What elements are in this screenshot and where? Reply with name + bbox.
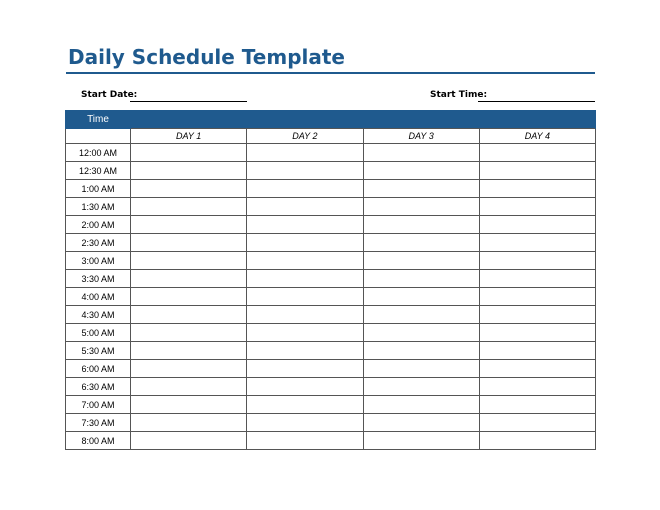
schedule-cell[interactable] [131,342,247,360]
day-header: DAY 2 [247,129,363,144]
schedule-cell[interactable] [247,144,363,162]
time-slot-label: 6:30 AM [66,378,131,396]
schedule-cell[interactable] [247,378,363,396]
table-row [66,198,596,216]
schedule-cell[interactable] [363,306,479,324]
time-slot-label: 8:00 AM [66,432,131,450]
schedule-cell[interactable] [363,270,479,288]
table-row [66,306,596,324]
schedule-cell[interactable] [247,180,363,198]
schedule-cell[interactable] [363,180,479,198]
day-header-row [66,129,596,144]
time-slot-label: 2:00 AM [66,216,131,234]
schedule-cell[interactable] [479,324,595,342]
schedule-body [66,144,596,450]
day-header: DAY 3 [363,129,479,144]
schedule-cell[interactable] [131,144,247,162]
time-slot-label: 12:00 AM [66,144,131,162]
time-slot-label: 5:00 AM [66,324,131,342]
start-time-field[interactable] [478,101,595,102]
table-row [66,234,596,252]
schedule-cell[interactable] [363,252,479,270]
start-date-label: Start Date: [81,90,138,100]
schedule-cell[interactable] [363,162,479,180]
time-slot-label: 3:00 AM [66,252,131,270]
day-header: DAY 1 [131,129,247,144]
schedule-cell[interactable] [479,288,595,306]
start-date-field[interactable] [130,101,247,102]
day-header: DAY 4 [479,129,595,144]
schedule-cell[interactable] [131,252,247,270]
time-slot-label: 4:30 AM [66,306,131,324]
schedule-cell[interactable] [479,144,595,162]
schedule-cell[interactable] [131,414,247,432]
schedule-cell[interactable] [131,432,247,450]
schedule-cell[interactable] [247,216,363,234]
schedule-cell[interactable] [131,306,247,324]
schedule-cell[interactable] [479,306,595,324]
schedule-cell[interactable] [247,252,363,270]
schedule-cell[interactable] [247,306,363,324]
schedule-cell[interactable] [479,270,595,288]
time-slot-label: 12:30 AM [66,162,131,180]
schedule-cell[interactable] [363,396,479,414]
table-row [66,270,596,288]
schedule-cell[interactable] [363,234,479,252]
schedule-cell[interactable] [131,162,247,180]
time-slot-label: 5:30 AM [66,342,131,360]
schedule-cell[interactable] [131,378,247,396]
schedule-cell[interactable] [247,198,363,216]
schedule-cell[interactable] [479,252,595,270]
schedule-cell[interactable] [247,270,363,288]
table-row [66,216,596,234]
page-title: Daily Schedule Template [68,45,345,69]
schedule-cell[interactable] [363,414,479,432]
schedule-cell[interactable] [247,396,363,414]
schedule-cell[interactable] [363,432,479,450]
time-slot-label: 6:00 AM [66,360,131,378]
schedule-cell[interactable] [247,324,363,342]
schedule-cell[interactable] [363,324,479,342]
schedule-cell[interactable] [479,414,595,432]
time-slot-label: 7:00 AM [66,396,131,414]
schedule-cell[interactable] [247,432,363,450]
schedule-cell[interactable] [247,414,363,432]
schedule-cell[interactable] [131,234,247,252]
schedule-cell[interactable] [479,180,595,198]
header-band [131,111,596,129]
table-row [66,288,596,306]
schedule-cell[interactable] [131,360,247,378]
table-row [66,180,596,198]
schedule-cell[interactable] [131,324,247,342]
schedule-cell[interactable] [131,180,247,198]
schedule-cell[interactable] [479,342,595,360]
time-slot-label: 7:30 AM [66,414,131,432]
time-slot-label: 3:30 AM [66,270,131,288]
schedule-cell[interactable] [479,216,595,234]
schedule-cell[interactable] [363,342,479,360]
table-row [66,144,596,162]
schedule-cell[interactable] [131,198,247,216]
schedule-cell[interactable] [247,162,363,180]
schedule-cell[interactable] [131,396,247,414]
table-row [66,324,596,342]
schedule-cell[interactable] [363,360,479,378]
time-slot-label: 1:00 AM [66,180,131,198]
schedule-cell[interactable] [131,216,247,234]
schedule-cell[interactable] [479,378,595,396]
schedule-table [65,110,596,450]
header-row [66,111,596,129]
time-slot-label: 4:00 AM [66,288,131,306]
schedule-cell[interactable] [363,288,479,306]
schedule-cell[interactable] [363,216,479,234]
time-header: Time [66,111,131,129]
schedule-cell[interactable] [479,360,595,378]
schedule-cell[interactable] [131,288,247,306]
table-row [66,414,596,432]
schedule-cell[interactable] [247,288,363,306]
schedule-cell[interactable] [479,198,595,216]
table-row [66,396,596,414]
time-slot-label: 1:30 AM [66,198,131,216]
table-row [66,162,596,180]
schedule-cell[interactable] [247,360,363,378]
table-row [66,432,596,450]
table-row [66,342,596,360]
day-header-spacer [66,129,131,144]
schedule-cell[interactable] [363,144,479,162]
table-row [66,252,596,270]
title-underline [66,72,595,74]
schedule-cell[interactable] [479,162,595,180]
schedule-cell[interactable] [131,270,247,288]
table-row [66,378,596,396]
time-slot-label: 2:30 AM [66,234,131,252]
schedule-cell[interactable] [479,432,595,450]
start-time-label: Start Time: [430,90,488,100]
schedule-cell[interactable] [247,234,363,252]
table-row [66,360,596,378]
schedule-cell[interactable] [247,342,363,360]
schedule-cell[interactable] [479,396,595,414]
schedule-cell[interactable] [363,198,479,216]
schedule-cell[interactable] [479,234,595,252]
schedule-cell[interactable] [363,378,479,396]
